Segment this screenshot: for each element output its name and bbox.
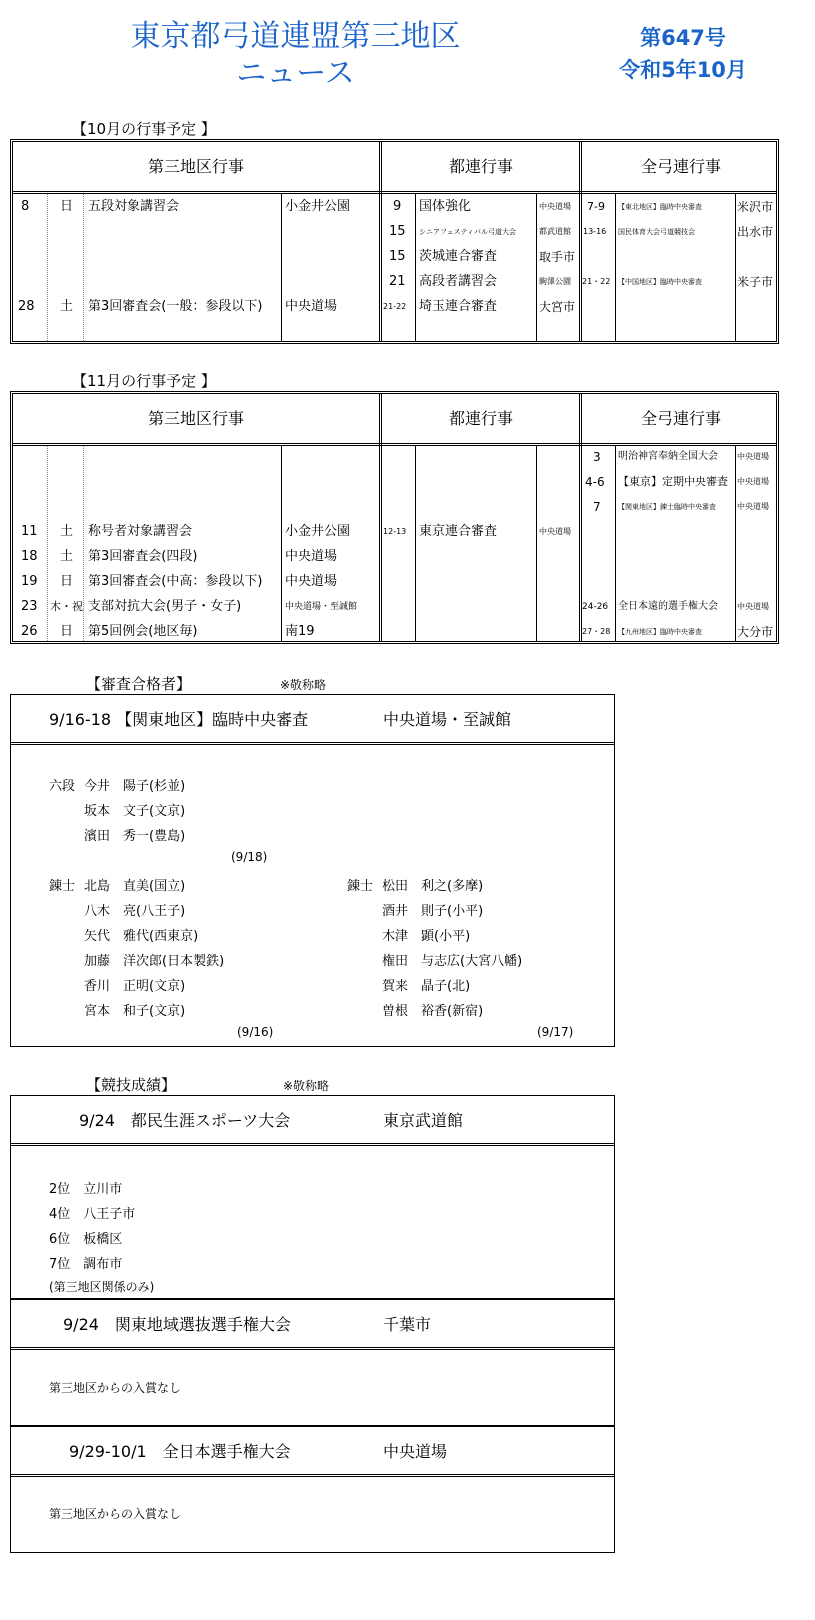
nov-district-day: 11: [21, 524, 38, 539]
result-line: 6位 板橋区: [49, 1232, 123, 1247]
oct-toren-event: 埼玉連合審査: [419, 299, 498, 314]
oct-district-place: 中央道場: [285, 299, 338, 314]
result-place: 千葉市: [383, 1315, 432, 1334]
renshi-left-date: (9/16): [237, 1025, 274, 1039]
oct-toren-event: シニアフェスティバル弓道大会: [419, 228, 516, 236]
nov-district-event: 支部対抗大会(男子・女子): [88, 599, 242, 614]
nov-zenkyu-day: 27・28: [582, 627, 611, 636]
renshi-label: 錬士: [49, 879, 76, 894]
nov-district-weekday: 木・祝: [50, 600, 83, 613]
result-line: 第三地区からの入賞なし: [49, 1381, 182, 1395]
nov-district-day: 26: [21, 624, 38, 639]
oct-schedule-table: [10, 139, 779, 344]
oct-toren-day: 21-22: [383, 302, 407, 311]
oct-zenkyu-event: 【中国地区】臨時中央審査: [618, 278, 702, 286]
oct-district-weekday: 土: [60, 299, 74, 314]
oct-toren-event: 国体強化: [419, 199, 472, 214]
oct-toren-place: 取手市: [539, 250, 576, 264]
oct-toren-event: 茨城連合審査: [419, 249, 498, 264]
nov-district-place: 中央道場・至誠館: [285, 602, 358, 612]
nov-toren-event: 東京連合審査: [419, 524, 498, 539]
nov-district-event: 第3回審査会(四段): [88, 549, 198, 564]
passer-name: 曽根 裕香(新宿): [382, 1004, 484, 1019]
oct-zenkyu-place: 出水市: [737, 225, 774, 239]
passer-name: 今井 陽子(杉並): [84, 779, 186, 794]
title-line1: 東京都弓道連盟第三地区: [130, 19, 461, 54]
result-title: 9/29-10/1 全日本選手権大会: [69, 1442, 291, 1461]
result-place: 東京武道館: [383, 1111, 464, 1130]
nov-zenkyu-place: 中央道場: [737, 502, 769, 511]
oct-zenkyu-event: 【東北地区】臨時中央審査: [618, 203, 702, 211]
oct-zenkyu-place: 米子市: [737, 275, 774, 289]
result-line: 4位 八王子市: [49, 1207, 136, 1222]
title-line2: ニュース: [236, 56, 355, 91]
nov-col-zenkyu: 全弓連行事: [640, 409, 721, 428]
rokudan-date: (9/18): [231, 850, 268, 864]
nov-district-weekday: 日: [60, 574, 74, 589]
oct-heading: 【10月の行事予定 】: [72, 120, 216, 138]
oct-col-toren: 都連行事: [448, 157, 513, 176]
passer-name: 坂本 文子(文京): [84, 804, 186, 819]
oct-toren-day: 15: [389, 249, 406, 264]
nov-district-day: 23: [21, 599, 38, 614]
nov-district-event: 第5回例会(地区毎): [88, 624, 198, 639]
nov-district-place: 中央道場: [285, 549, 338, 564]
nov-zenkyu-event: 【九州地区】臨時中央審査: [618, 628, 702, 636]
nov-district-weekday: 土: [60, 549, 74, 564]
passer-name: 八木 亮(八王子): [84, 904, 186, 919]
oct-zenkyu-day: 13-16: [583, 227, 607, 236]
nov-toren-day: 12-13: [383, 527, 407, 536]
oct-zenkyu-place: 米沢市: [737, 200, 774, 214]
oct-district-place: 小金井公園: [285, 199, 351, 214]
oct-toren-place: 中央道場: [539, 202, 571, 211]
passer-name: 香川 正明(文京): [84, 979, 186, 994]
issue-date: 令和5年10月: [619, 58, 747, 82]
result-line: 第三地区からの入賞なし: [49, 1507, 182, 1521]
nov-zenkyu-day: 4-6: [585, 475, 605, 489]
results-note: ※敬称略: [283, 1079, 330, 1093]
nov-district-day: 19: [21, 574, 38, 589]
nov-district-place: 小金井公園: [285, 524, 351, 539]
nov-toren-place: 中央道場: [539, 527, 571, 536]
results-heading: 【競技成績】: [86, 1076, 177, 1094]
exam-note: ※敬称略: [280, 678, 327, 692]
nov-district-event: 第3回審査会(中高：参段以下): [88, 574, 263, 589]
issue-number: 第647号: [640, 26, 726, 50]
result-box: [10, 1426, 615, 1553]
oct-toren-place: 都武道館: [539, 227, 571, 236]
nov-zenkyu-event: 【関東地区】錬士臨時中央審査: [618, 503, 716, 511]
result-box-header: [11, 1096, 614, 1146]
nov-zenkyu-place: 中央道場: [737, 477, 769, 486]
oct-district-event: 第3回審査会(一般：参段以下): [88, 299, 263, 314]
oct-col-zenkyu: 全弓連行事: [640, 157, 721, 176]
result-title: 9/24 関東地域選抜選手権大会: [63, 1315, 291, 1334]
nov-zenkyu-place: 中央道場: [737, 602, 769, 611]
result-line: 2位 立川市: [49, 1182, 123, 1197]
passer-name: 松田 利之(多摩): [382, 879, 484, 894]
nov-zenkyu-place: 大分市: [737, 625, 774, 639]
result-box-header: [11, 1300, 614, 1350]
result-place: 中央道場: [383, 1442, 448, 1461]
passer-name: 矢代 雅代(西東京): [84, 929, 199, 944]
nov-schedule-table: [10, 391, 779, 644]
passer-name: 酒井 則子(小平): [382, 904, 484, 919]
nov-col-toren: 都連行事: [448, 409, 513, 428]
rokudan-label: 六段: [49, 779, 76, 794]
oct-toren-day: 9: [393, 199, 402, 214]
result-line: 7位 調布市: [49, 1257, 123, 1272]
renshi-label: 錬士: [347, 879, 374, 894]
nov-heading: 【11月の行事予定 】: [72, 372, 216, 390]
passer-name: 賀来 晶子(北): [382, 979, 471, 994]
oct-toren-day: 21: [389, 274, 406, 289]
oct-district-day: 8: [21, 199, 30, 214]
passer-name: 木津 顕(小平): [382, 929, 471, 944]
nov-zenkyu-event: 全日本遠的選手権大会: [618, 601, 718, 612]
oct-toren-place: 駒澤公園: [539, 277, 571, 286]
result-box: [10, 1299, 615, 1426]
exam-box-header: [11, 695, 614, 745]
nov-district-weekday: 土: [60, 524, 74, 539]
oct-toren-event: 高段者講習会: [419, 274, 498, 289]
nov-district-weekday: 日: [60, 624, 74, 639]
nov-zenkyu-day: 7: [593, 500, 601, 514]
passer-name: 権田 与志広(大宮八幡): [382, 954, 523, 969]
exam-box-title: 9/16-18 【関東地区】臨時中央審査: [49, 710, 309, 729]
renshi-right-date: (9/17): [537, 1025, 574, 1039]
exam-box-place: 中央道場・至誠館: [383, 710, 512, 729]
exam-heading: 【審査合格者】: [86, 675, 192, 693]
oct-toren-place: 大宮市: [539, 300, 576, 314]
passer-name: 宮本 和子(文京): [84, 1004, 186, 1019]
result-box: [10, 1095, 615, 1299]
nov-district-place: 中央道場: [285, 574, 338, 589]
passer-name: 濱田 秀一(豊島): [84, 829, 186, 844]
nov-col-district: 第三地区行事: [147, 409, 244, 428]
oct-zenkyu-day: 21・22: [582, 277, 611, 286]
result-box-header: [11, 1427, 614, 1477]
passer-name: 加藤 洋次郎(日本製鉄): [84, 954, 225, 969]
oct-col-district: 第三地区行事: [147, 157, 244, 176]
oct-district-weekday: 日: [60, 199, 74, 214]
oct-zenkyu-day: 7-9: [587, 200, 605, 213]
result-line: (第三地区関係のみ): [49, 1280, 155, 1294]
passer-name: 北島 直美(国立): [84, 879, 186, 894]
oct-toren-day: 15: [389, 224, 406, 239]
issue-info: [608, 22, 758, 86]
nov-zenkyu-event: 明治神宮奉納全国大会: [618, 451, 718, 462]
newsletter-title: [108, 18, 483, 92]
nov-zenkyu-event: 【東京】定期中央審査: [618, 475, 728, 488]
nov-zenkyu-place: 中央道場: [737, 452, 769, 461]
nov-zenkyu-day: 3: [593, 450, 601, 464]
oct-district-day: 28: [18, 299, 35, 314]
nov-district-event: 称号者対象講習会: [88, 524, 193, 539]
exam-box: [10, 694, 615, 1047]
oct-zenkyu-event: 国民体育大会弓道競技会: [618, 228, 695, 236]
oct-district-event: 五段対象講習会: [88, 199, 180, 214]
result-title: 9/24 都民生涯スポーツ大会: [79, 1111, 291, 1130]
nov-district-place: 南19: [285, 624, 315, 639]
nov-zenkyu-day: 24-26: [582, 602, 609, 612]
nov-district-day: 18: [21, 549, 38, 564]
